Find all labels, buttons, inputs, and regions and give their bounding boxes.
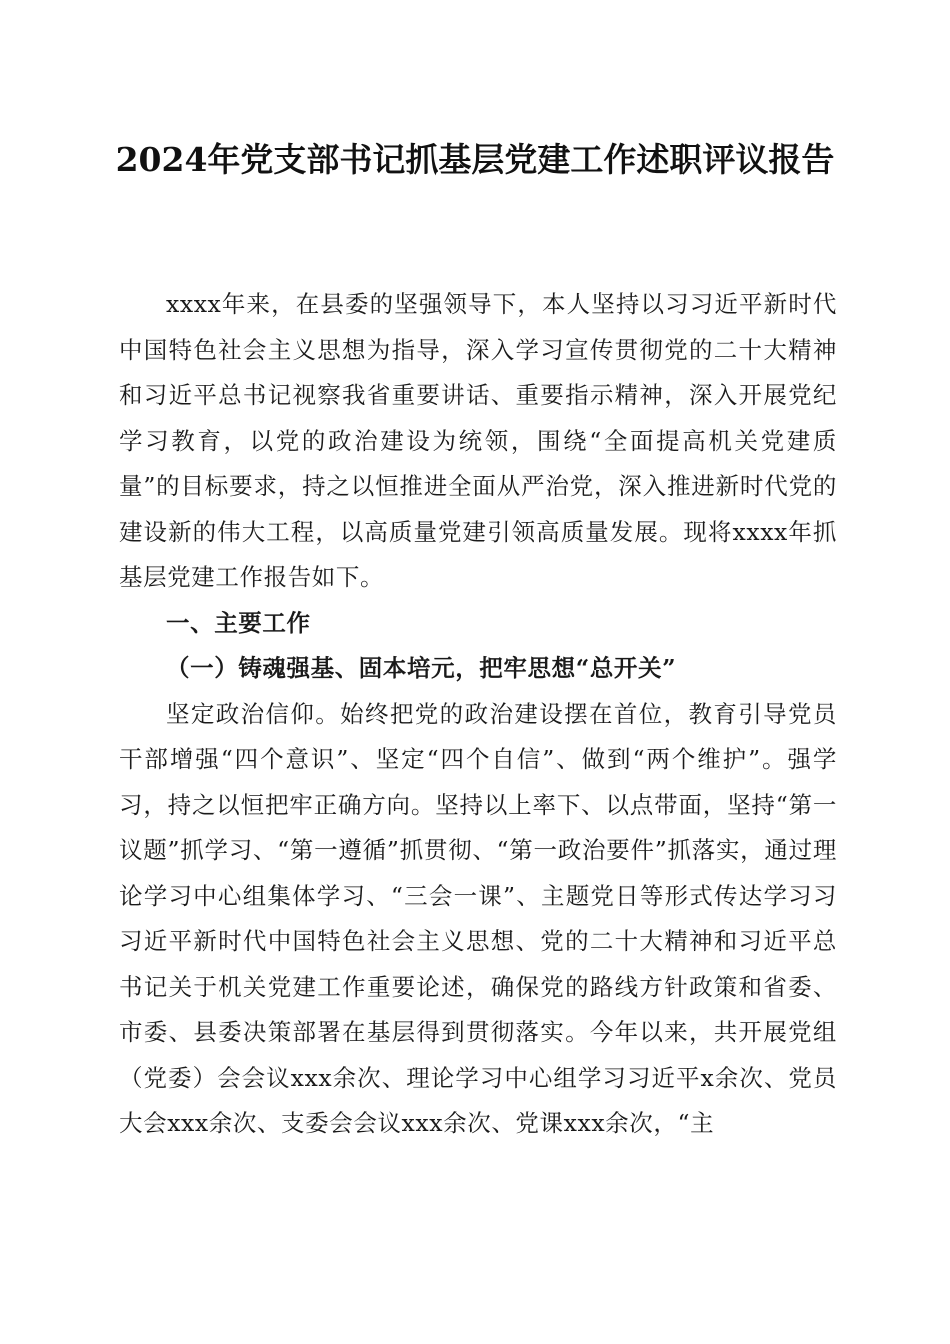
document-body <box>119 282 837 1147</box>
document-title: 2024年党支部书记抓基层党建工作述职评议报告 <box>115 140 835 179</box>
section-heading-main-work: 一、主要工作 <box>166 608 311 637</box>
intro-paragraph: xxxx年来，在县委的坚强领导下，本人坚持以习习近平新时代中国特色社会主义思想为指导，深入学习宣传贯彻党的二十大精神和习近平总书记视察我省重要讲话、重要指示精神，深入开展党纪学习教育，以党的政治建设为统领，围绕“全面提高机关党建质量”的目标要求，持之以恒推进全面从严治党，深入推进新时代党的建设新的伟大工程，以高质量党建引领高质量发展。现将xxxx年抓基层党建工作报告如下。 <box>119 290 837 591</box>
subsection-heading-1: （一）铸魂强基、固本培元，把牢思想“总开关” <box>166 654 677 682</box>
subsection-1-paragraph: 坚定政治信仰。始终把党的政治建设摆在首位，教育引导党员干部增强“四个意识”、坚定“四个自信”、做到“两个维护”。强学习，持之以恒把牢正确方向。坚持以上率下、以点带面，坚持“第一议题”抓学习、“第一遵循”抓贯彻、“第一政治要件”抓落实，通过理论学习中心组集体学习、“三会一课”、主题党日等形式传达学习习习近平新时代中国特色社会主义思想、党的二十大精神和习近平总书记关于机关党建工作重要论述，确保党的路线方针政策和省委、市委、县委决策部署在基层得到贯彻落实。今年以来，共开展党组（党委）会会议xxx余次、理论学习中心组学习习近平x余次、党员大会xxx余次、支委会会议xxx余次、党课xxx余次，“主 <box>119 699 837 1137</box>
